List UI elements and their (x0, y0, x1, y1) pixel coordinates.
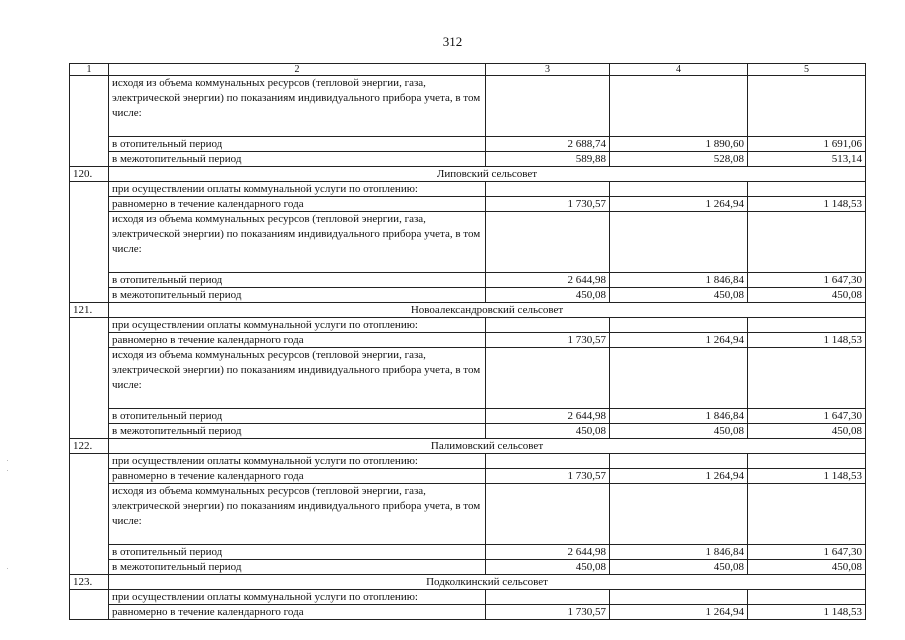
section-title: Подколкинский сельсовет (109, 575, 866, 590)
section-header-row (70, 439, 866, 454)
table-row (70, 484, 866, 545)
number-cell (70, 318, 109, 333)
number-cell (70, 454, 109, 469)
value-cell: 450,08 (610, 424, 748, 439)
number-cell (70, 76, 109, 137)
value-cell: 1 691,06 (748, 137, 866, 152)
value-cell (610, 318, 748, 333)
column-number-5: 5 (748, 64, 866, 76)
value-cell: 1 148,53 (748, 469, 866, 484)
meter-description-cell: исходя из объема коммунальных ресурсов (тепловой энергии, газа, электрической энергии) по показаниям индивидуального прибора учета, в том числе: (109, 348, 486, 409)
value-cell: 1 264,94 (610, 197, 748, 212)
table-row (70, 273, 866, 288)
value-cell: 450,08 (748, 288, 866, 303)
table-row (70, 560, 866, 575)
payment-method-label: при осуществлении оплаты коммунальной услуги по отоплению: (109, 318, 486, 333)
table-row (70, 182, 866, 197)
value-cell: 1 890,60 (610, 137, 748, 152)
value-cell: 1 730,57 (486, 333, 610, 348)
value-cell (610, 454, 748, 469)
row-label: в межотопительный период (109, 152, 486, 167)
table-row (70, 409, 866, 424)
row-label: в отопительный период (109, 137, 486, 152)
table-row (70, 469, 866, 484)
payment-method-label: при осуществлении оплаты коммунальной услуги по отоплению: (109, 454, 486, 469)
value-cell (486, 76, 610, 137)
value-cell (610, 212, 748, 273)
table-row (70, 590, 866, 605)
value-cell: 450,08 (610, 560, 748, 575)
value-cell (610, 348, 748, 409)
value-cell (748, 212, 866, 273)
value-cell: 1 148,53 (748, 333, 866, 348)
value-cell: 450,08 (486, 288, 610, 303)
table-row (70, 137, 866, 152)
value-cell (748, 76, 866, 137)
value-cell (610, 484, 748, 545)
value-cell: 2 644,98 (486, 273, 610, 288)
value-cell: 1 148,53 (748, 197, 866, 212)
value-cell: 2 644,98 (486, 545, 610, 560)
value-cell (748, 348, 866, 409)
table-row (70, 288, 866, 303)
row-label: в межотопительный период (109, 288, 486, 303)
value-cell: 450,08 (748, 424, 866, 439)
table-row (70, 152, 866, 167)
value-cell (748, 318, 866, 333)
scan-speck (7, 568, 8, 569)
row-label: в отопительный период (109, 545, 486, 560)
section-header-row (70, 167, 866, 182)
value-cell (748, 590, 866, 605)
table-row (70, 333, 866, 348)
value-cell (748, 182, 866, 197)
value-cell: 513,14 (748, 152, 866, 167)
value-cell: 450,08 (610, 288, 748, 303)
value-cell: 1 730,57 (486, 605, 610, 620)
value-cell (486, 182, 610, 197)
section-number: 122. (70, 439, 109, 454)
value-cell (610, 182, 748, 197)
value-cell: 450,08 (486, 560, 610, 575)
page-number: 312 (442, 34, 463, 49)
table-row (70, 454, 866, 469)
number-cell (70, 484, 109, 545)
value-cell (486, 590, 610, 605)
section-number: 120. (70, 167, 109, 182)
row-label: в отопительный период (109, 273, 486, 288)
number-cell (70, 197, 109, 212)
row-label: равномерно в течение календарного года (109, 197, 486, 212)
table-row (70, 318, 866, 333)
number-cell (70, 273, 109, 288)
value-cell: 1 730,57 (486, 469, 610, 484)
section-title: Палимовский сельсовет (109, 439, 866, 454)
section-title: Липовский сельсовет (109, 167, 866, 182)
column-number-1: 1 (70, 64, 109, 76)
value-cell (748, 484, 866, 545)
value-cell: 450,08 (748, 560, 866, 575)
number-cell (70, 469, 109, 484)
table-row (70, 605, 866, 620)
number-cell (70, 288, 109, 303)
table-row (70, 197, 866, 212)
scan-speck (7, 470, 8, 471)
value-cell (610, 76, 748, 137)
value-cell: 1 846,84 (610, 409, 748, 424)
value-cell: 2 688,74 (486, 137, 610, 152)
scan-speck (7, 460, 8, 461)
row-label: в межотопительный период (109, 560, 486, 575)
number-cell (70, 333, 109, 348)
section-number: 123. (70, 575, 109, 590)
value-cell (486, 318, 610, 333)
value-cell (486, 484, 610, 545)
row-label: равномерно в течение календарного года (109, 605, 486, 620)
value-cell (486, 348, 610, 409)
payment-method-label: при осуществлении оплаты коммунальной услуги по отоплению: (109, 590, 486, 605)
payment-method-label: при осуществлении оплаты коммунальной услуги по отоплению: (109, 182, 486, 197)
column-number-row (70, 64, 866, 76)
value-cell: 450,08 (486, 424, 610, 439)
section-number: 121. (70, 303, 109, 318)
table-row (70, 76, 866, 137)
value-cell: 1 846,84 (610, 545, 748, 560)
meter-description-cell: исходя из объема коммунальных ресурсов (тепловой энергии, газа, электрической энергии) по показаниям индивидуального прибора учета, в том числе: (109, 212, 486, 273)
column-number-2: 2 (109, 64, 486, 76)
value-cell: 2 644,98 (486, 409, 610, 424)
value-cell: 1 846,84 (610, 273, 748, 288)
number-cell (70, 137, 109, 152)
value-cell: 1 264,94 (610, 469, 748, 484)
section-header-row (70, 575, 866, 590)
column-number-4: 4 (610, 64, 748, 76)
number-cell (70, 590, 109, 605)
value-cell: 528,08 (610, 152, 748, 167)
meter-description-cell: исходя из объема коммунальных ресурсов (тепловой энергии, газа, электрической энергии) по показаниям индивидуального прибора учета, в том числе: (109, 76, 486, 137)
value-cell: 1 730,57 (486, 197, 610, 212)
value-cell (486, 454, 610, 469)
table-row (70, 212, 866, 273)
number-cell (70, 182, 109, 197)
column-number-3: 3 (486, 64, 610, 76)
value-cell: 1 148,53 (748, 605, 866, 620)
table-row (70, 348, 866, 409)
section-header-row (70, 303, 866, 318)
meter-description-cell: исходя из объема коммунальных ресурсов (тепловой энергии, газа, электрической энергии) по показаниям индивидуального прибора учета, в том числе: (109, 484, 486, 545)
value-cell: 1 264,94 (610, 605, 748, 620)
number-cell (70, 560, 109, 575)
number-cell (70, 424, 109, 439)
table-row (70, 545, 866, 560)
value-cell (610, 590, 748, 605)
value-cell: 1 647,30 (748, 273, 866, 288)
row-label: равномерно в течение календарного года (109, 469, 486, 484)
number-cell (70, 348, 109, 409)
number-cell (70, 409, 109, 424)
value-cell: 1 647,30 (748, 545, 866, 560)
row-label: в межотопительный период (109, 424, 486, 439)
row-label: в отопительный период (109, 409, 486, 424)
number-cell (70, 212, 109, 273)
value-cell: 589,88 (486, 152, 610, 167)
value-cell: 1 647,30 (748, 409, 866, 424)
value-cell: 1 264,94 (610, 333, 748, 348)
value-cell (486, 212, 610, 273)
number-cell (70, 545, 109, 560)
number-cell (70, 605, 109, 620)
tariff-table (69, 63, 866, 620)
section-title: Новоалександровский сельсовет (109, 303, 866, 318)
value-cell (748, 454, 866, 469)
table-row (70, 424, 866, 439)
number-cell (70, 152, 109, 167)
row-label: равномерно в течение календарного года (109, 333, 486, 348)
